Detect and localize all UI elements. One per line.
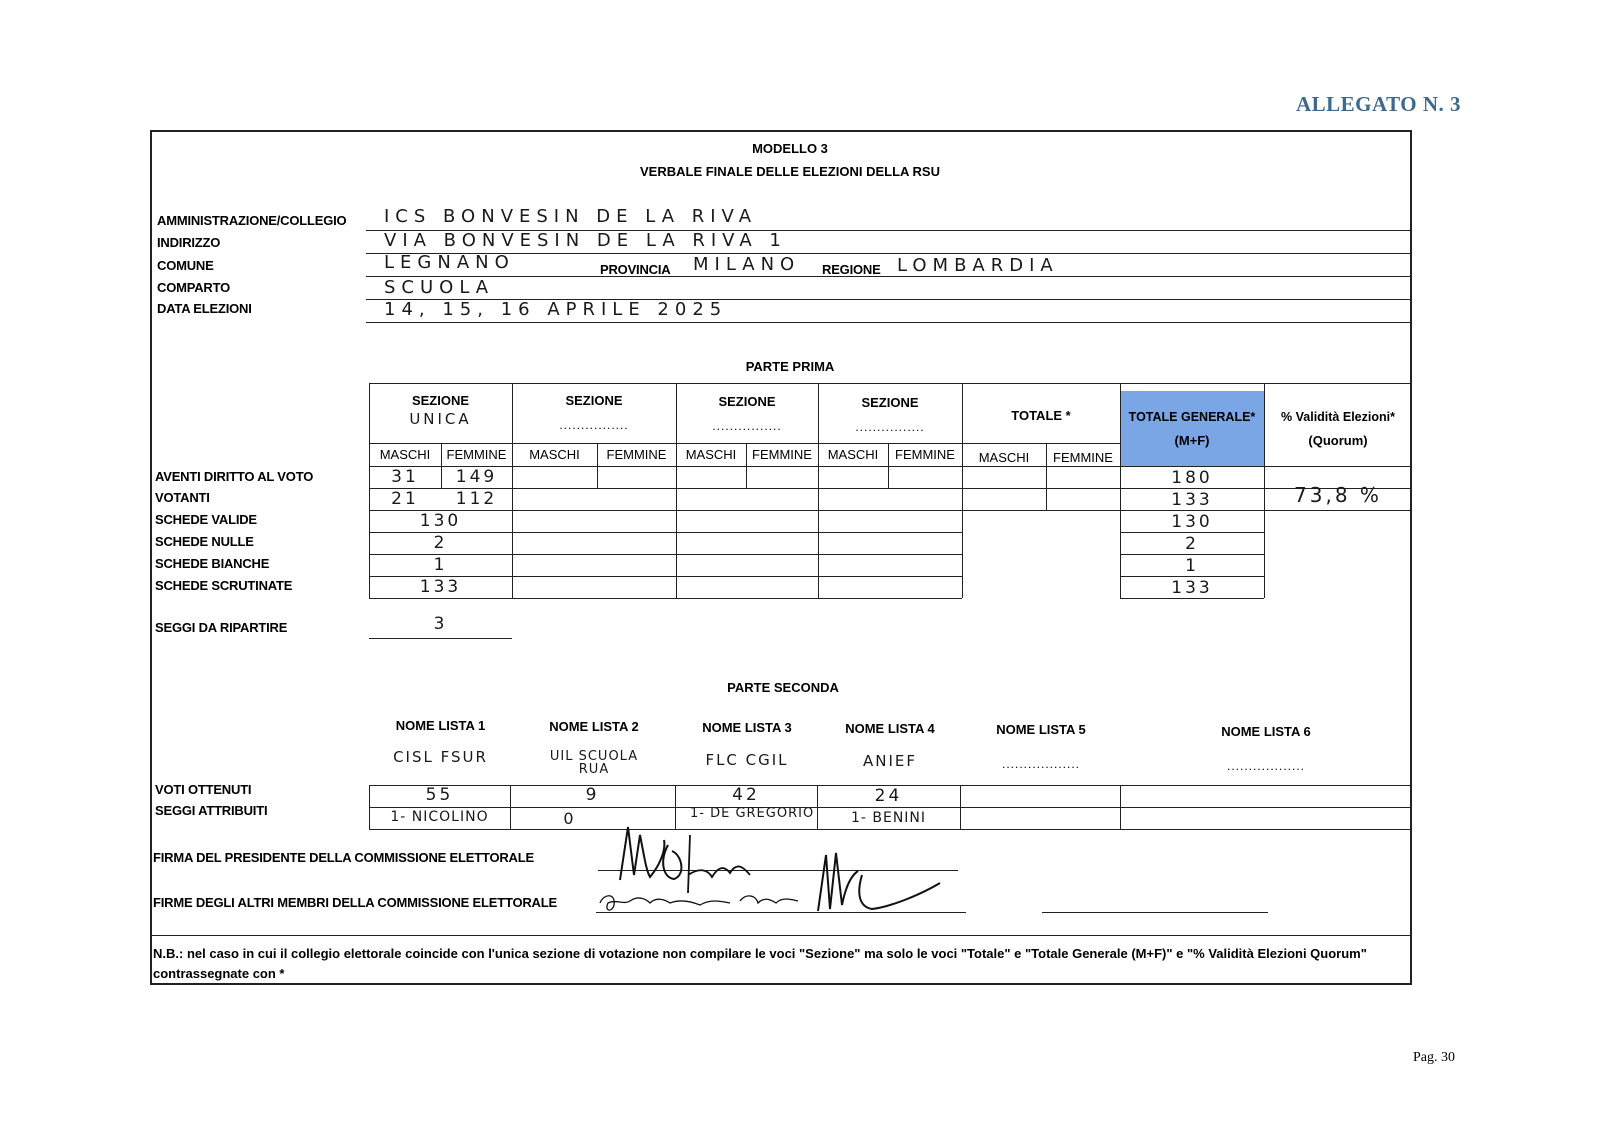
indirizzo-line	[366, 253, 1412, 254]
lista-2-header: NOME LISTA 2	[549, 719, 639, 734]
lista-5-header: NOME LISTA 5	[996, 722, 1086, 737]
tg-valide: 130	[1171, 512, 1213, 532]
page-number: Pag. 30	[1413, 1050, 1455, 1065]
comparto-label: COMPARTO	[157, 280, 231, 295]
row-votanti-label: VOTANTI	[155, 490, 210, 505]
t2-mid	[369, 807, 1412, 808]
row-scrutinate-label: SCHEDE SCRUTINATE	[155, 578, 293, 593]
lista-3-header: NOME LISTA 3	[702, 720, 792, 735]
sezione-4-dots: ................	[855, 420, 925, 434]
lista-4-voti: 24	[874, 786, 903, 806]
tg-bianche: 1	[1185, 556, 1199, 576]
lista-2-name: UIL SCUOLA RUA	[549, 749, 639, 777]
firme-membri-label: FIRME DEGLI ALTRI MEMBRI DELLA COMMISSIONE ELETTORALE	[153, 895, 557, 910]
t1-row-line-4b	[1120, 554, 1264, 555]
schede-scrutinate: 133	[419, 577, 462, 597]
allegato-label: ALLEGATO N. 3	[1296, 92, 1462, 116]
femmine-3: FEMMINE	[752, 447, 812, 462]
sezione-4-header: SEZIONE	[861, 395, 919, 410]
femmine-4: FEMMINE	[895, 447, 955, 462]
parte-prima-title: PARTE PRIMA	[745, 359, 835, 374]
firme-membri-line-2	[1042, 912, 1268, 913]
comparto-value: SCUOLA	[384, 277, 495, 298]
regione-label: REGIONE	[822, 262, 881, 277]
lista-4-header: NOME LISTA 4	[845, 721, 935, 736]
amministrazione-label: AMMINISTRAZIONE/COLLEGIO	[157, 213, 347, 228]
lista-3-voti: 42	[732, 785, 760, 805]
form-subtitle: VERBALE FINALE DELLE ELEZIONI DELLA RSU	[640, 164, 940, 179]
firma-presidente-label: FIRMA DEL PRESIDENTE DELLA COMMISSIONE ELETTORALE	[153, 850, 534, 865]
schede-bianche: 1	[433, 555, 448, 575]
maschi-4: MASCHI	[827, 447, 879, 462]
data-value: 14, 15, 16 APRILE 2025	[384, 299, 728, 320]
schede-valide: 130	[419, 511, 462, 531]
lista-3-name: FLC CGIL	[705, 751, 789, 769]
maschi-tot: MASCHI	[978, 450, 1030, 465]
form-title: MODELLO 3	[752, 141, 828, 156]
totale-generale-header: TOTALE GENERALE*	[1128, 410, 1256, 424]
tg-aventi: 180	[1171, 468, 1213, 488]
lista-1-header: NOME LISTA 1	[395, 718, 486, 733]
aventi-femmine: 149	[455, 467, 498, 487]
lista-6-header: NOME LISTA 6	[1221, 724, 1311, 739]
t2-v5	[1120, 785, 1121, 829]
aventi-maschi: 31	[391, 467, 419, 487]
lista-6-name: ..................	[1226, 759, 1305, 773]
t1-subheader-line-tot	[962, 443, 1120, 444]
indirizzo-value: VIA BONVESIN DE LA RIVA 1	[384, 230, 787, 251]
amministrazione-value: ICS BONVESIN DE LA RIVA	[384, 206, 758, 227]
comune-value: LEGNANO	[384, 252, 515, 273]
t1-subheader-line	[369, 443, 962, 444]
note-text: N.B.: nel caso in cui il collegio elettorale coincide con l'unica sezione di votazione non compilare le voci "Sezione" ma solo le voci "Totale" e "Totale Generale (M+F)" e "% Validità Elezioni Quorum" contrassegnate con *	[153, 946, 1367, 981]
quorum-value: 73,8 %	[1294, 483, 1382, 507]
femmine-2: FEMMINE	[606, 447, 667, 462]
regione-value: LOMBARDIA	[897, 255, 1059, 276]
t1-row-line-1	[369, 488, 1411, 489]
row-bianche-label: SCHEDE BIANCHE	[155, 556, 270, 571]
t1-v4	[676, 383, 677, 598]
tg-nulle: 2	[1185, 534, 1199, 554]
parte-seconda-title: PARTE SECONDA	[727, 680, 839, 695]
tg-scrutinate: 133	[1171, 578, 1213, 598]
totale-header: TOTALE *	[1011, 408, 1071, 423]
sezione-1-header: SEZIONE	[411, 393, 470, 408]
lista-2-voti: 9	[585, 785, 600, 805]
t1-row-line-2	[369, 510, 1411, 511]
lista-2-seggi: 0	[563, 809, 577, 828]
row-aventi-label: AVENTI DIRITTO AL VOTO	[155, 469, 314, 484]
seggi-attribuiti-label: SEGGI ATTRIBUITI	[155, 803, 268, 818]
t1-bottom-b	[1120, 598, 1264, 599]
indirizzo-label: INDIRIZZO	[157, 235, 221, 250]
totale-generale-header-bg	[1120, 391, 1264, 467]
quorum-header: (Quorum)	[1308, 433, 1368, 448]
seggi-ripartire-label: SEGGI DA RIPARTIRE	[155, 620, 288, 635]
t1-row-line-5b	[1120, 576, 1264, 577]
comune-label: COMUNE	[157, 258, 214, 273]
t1-bottom	[369, 598, 962, 599]
lista-1-name: CISL FSUR	[393, 748, 488, 766]
votanti-femmine: 112	[455, 489, 498, 509]
lista-1-voti: 55	[425, 785, 454, 805]
sezione-2-header: SEZIONE	[565, 393, 623, 408]
t1-top	[369, 383, 1411, 384]
t1-v6	[818, 383, 819, 598]
t1-row-line-3b	[1120, 532, 1264, 533]
maschi-2: MASCHI	[529, 447, 580, 462]
signatures-drawing	[590, 815, 990, 925]
mf-header: (M+F)	[1174, 433, 1210, 448]
seggi-ripartire-value: 3	[433, 614, 448, 634]
sezione-3-header: SEZIONE	[718, 394, 776, 409]
sezione-3-dots: ................	[712, 419, 782, 433]
maschi-3: MASCHI	[685, 447, 737, 462]
schede-nulle: 2	[433, 533, 448, 553]
femmine-tot: FEMMINE	[1053, 450, 1113, 465]
voti-ottenuti-label: VOTI OTTENUTI	[155, 782, 252, 797]
data-line	[366, 322, 1412, 323]
lista-4-name: ANIEF	[862, 752, 917, 770]
row-nulle-label: SCHEDE NULLE	[155, 534, 254, 549]
lista-3-seggi: 1- DE GREGORIO	[690, 806, 815, 821]
t1-v2	[512, 383, 513, 598]
sezione-2-dots: ................	[559, 418, 629, 432]
t1-row-line-0	[369, 466, 1411, 467]
comune-line	[366, 276, 1412, 277]
data-label: DATA ELEZIONI	[157, 301, 252, 316]
note-separator	[150, 935, 1412, 936]
provincia-label: PROVINCIA	[600, 262, 671, 277]
lista-5-name: ..................	[1001, 757, 1080, 771]
row-valide-label: SCHEDE VALIDE	[155, 512, 257, 527]
tg-votanti: 133	[1171, 490, 1213, 510]
maschi-1: MASCHI	[379, 447, 431, 462]
seggi-ripartire-line	[369, 638, 512, 639]
lista-1-seggi: 1- NICOLINO	[390, 809, 489, 825]
femmine-1: FEMMINE	[446, 447, 507, 462]
provincia-value: MILANO	[693, 254, 801, 275]
votanti-maschi: 21	[391, 489, 419, 509]
sezione-unica: UNICA	[409, 410, 472, 428]
lista-4-seggi: 1- BENINI	[850, 810, 927, 826]
validita-header: % Validità Elezioni*	[1281, 410, 1395, 424]
